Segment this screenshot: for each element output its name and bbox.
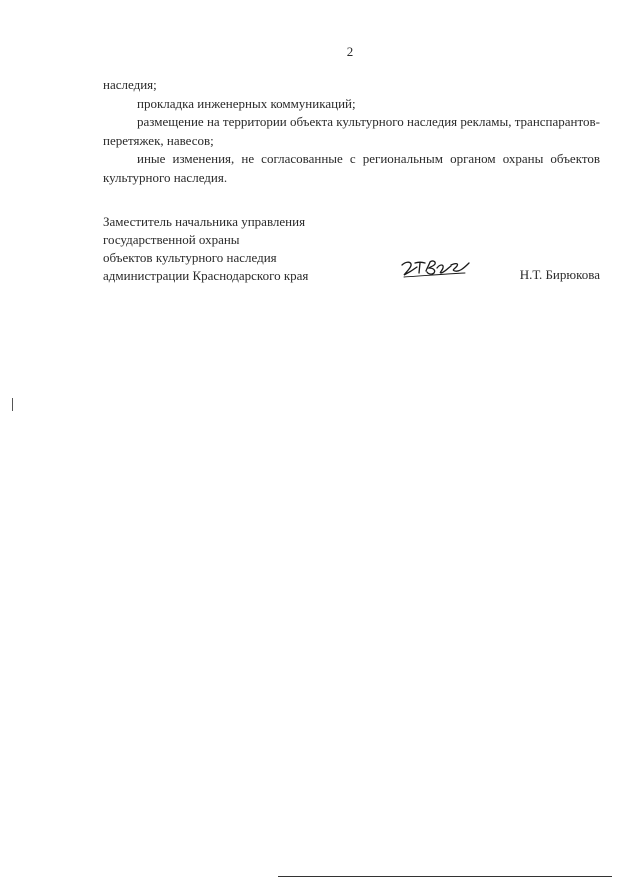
list-item-utilities: прокладка инженерных коммуникаций; <box>137 95 356 111</box>
signatory-name: Н.Т. Бирюкова <box>519 267 600 282</box>
margin-mark <box>12 398 13 411</box>
body-text <box>103 76 600 187</box>
signature-block <box>103 213 600 293</box>
signatory-title-line: государственной охраны <box>103 232 240 247</box>
list-item-other-changes: иные изменения, не согласованные с региональным органом охраны объектов культурного наследия. <box>103 151 600 185</box>
signatory-title-line: объектов культурного наследия <box>103 250 277 265</box>
signatory-title-line: Заместитель начальника управления <box>103 214 306 229</box>
footer-rule <box>278 876 612 877</box>
list-item-advertising: размещение на территории объекта культурного наследия рекламы, транспарантов-перетяжек, навесов; <box>103 114 600 148</box>
paragraph-continuation: наследия; <box>103 77 157 92</box>
signatory-title <box>103 213 308 285</box>
signatory-title-line: администрации Краснодарского края <box>103 268 309 283</box>
handwritten-signature <box>399 253 479 281</box>
page-number: 2 <box>346 44 354 59</box>
